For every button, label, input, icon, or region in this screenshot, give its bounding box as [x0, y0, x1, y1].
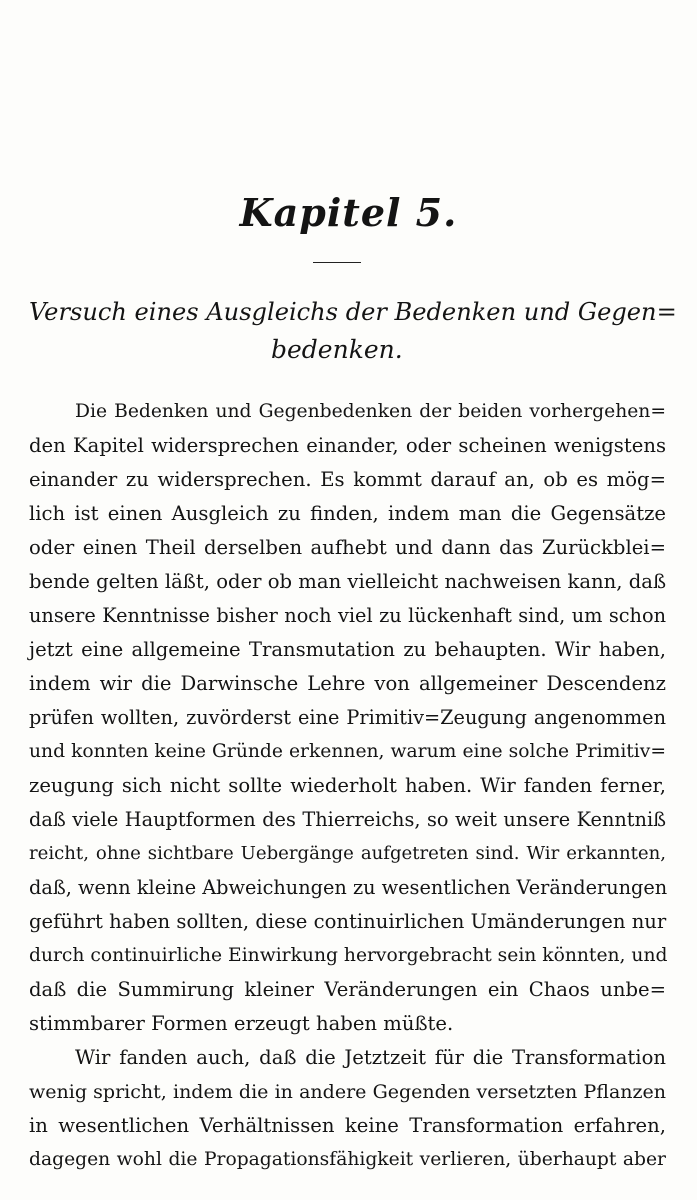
text-line: zeugung sich nicht sollte wiederholt haben. Wir fanden ferner,: [29, 774, 666, 797]
section-title-line: bedenken.: [271, 335, 403, 364]
text-line: und konnten keine Gründe erkennen, warum eine solche Primitiv=: [29, 741, 666, 762]
text-line: daß die Summirung kleiner Veränderungen ein Chaos unbe=: [29, 978, 666, 1001]
text-line: Wir fanden auch, daß die Jetztzeit für die Transformation: [75, 1046, 666, 1069]
title-divider: [313, 262, 361, 263]
text-line: in wesentlichen Verhältnissen keine Transformation erfahren,: [29, 1114, 666, 1137]
text-line: lich ist einen Ausgleich zu finden, indem man die Gegensätze: [29, 502, 666, 525]
section-title-line: Versuch eines Ausgleichs der Bedenken und Gegen=: [29, 298, 677, 326]
text-line: jetzt eine allgemeine Transmutation zu behaupten. Wir haben,: [29, 638, 666, 661]
text-line: bende gelten läßt, oder ob man vielleicht nachweisen kann, daß: [29, 570, 667, 593]
text-line: den Kapitel widersprechen einander, oder scheinen wenigstens: [29, 434, 666, 457]
text-line: reicht, ohne sichtbare Uebergänge aufgetreten sind. Wir erkannten,: [29, 843, 666, 864]
text-line: geführt haben sollten, diese continuirlichen Umänderungen nur: [29, 910, 667, 933]
text-line: unsere Kenntnisse bisher noch viel zu lückenhaft sind, um schon: [29, 604, 666, 627]
text-line: prüfen wollten, zuvörderst eine Primitiv=Zeugung angenommen: [29, 706, 666, 729]
chapter-title: Kapitel 5.: [239, 190, 458, 235]
text-line: dagegen wohl die Propagationsfähigkeit verlieren, überhaupt aber: [29, 1149, 666, 1170]
text-line: indem wir die Darwinsche Lehre von allgemeiner Descendenz: [29, 672, 666, 695]
text-line: Die Bedenken und Gegenbedenken der beiden vorhergehen=: [75, 401, 666, 422]
text-line: einander zu widersprechen. Es kommt darauf an, ob es mög=: [29, 468, 666, 491]
text-line: durch continuirliche Einwirkung hervorgebracht sein könnten, und: [29, 945, 668, 966]
text-line: stimmbarer Formen erzeugt haben müßte.: [29, 1012, 454, 1035]
text-line: daß viele Hauptformen des Thierreichs, so weit unsere Kenntniß: [29, 808, 666, 831]
text-line: oder einen Theil derselben aufhebt und dann das Zurückblei=: [29, 536, 666, 559]
text-line: daß, wenn kleine Abweichungen zu wesentlichen Veränderungen: [29, 876, 668, 899]
text-line: wenig spricht, indem die in andere Gegenden versetzten Pflanzen: [29, 1081, 666, 1103]
